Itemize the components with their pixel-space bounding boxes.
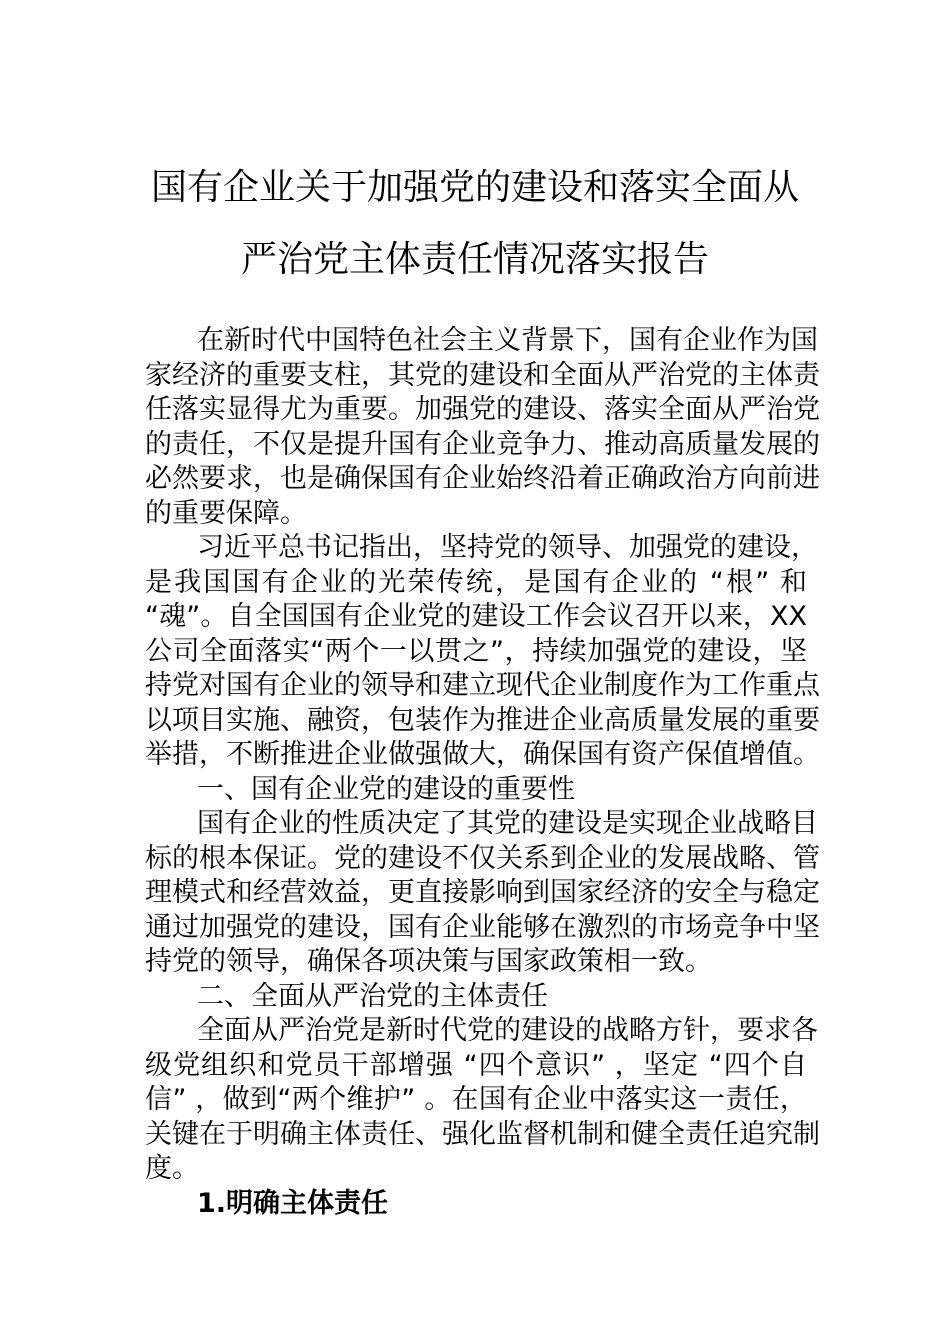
document-title-line-2: 严治党主体责任情况落实报告 — [240, 239, 709, 280]
body-line: 持党的领导，确保各项决策与国家政策相一致。 — [145, 946, 712, 977]
document-body — [145, 324, 820, 1221]
body-line: 在新时代中国特色社会主义背景下，国有企业作为国 — [197, 325, 818, 356]
body-line: 习近平总书记指出，坚持党的领导、加强党的建设， — [197, 532, 818, 563]
body-line: 理模式和经营效益，更直接影响到国家经济的安全与稳定 — [145, 877, 820, 908]
section-heading: 二、全面从严治党的主体责任 — [197, 980, 548, 1012]
body-line: “魂”。自全国国有企业党的建设工作会议召开以来，XX — [145, 601, 807, 632]
body-line: 的责任，不仅是提升国有企业竞争力、推动高质量发展的 — [145, 428, 820, 460]
body-line: 任落实显得尤为重要。加强党的建设、落实全面从严治党 — [145, 394, 820, 425]
body-line: 的重要保障。 — [145, 497, 307, 529]
body-line: 持党对国有企业的领导和建立现代企业制度作为工作重点 — [145, 670, 820, 701]
body-line: 必然要求，也是确保国有企业始终沿着正确政治方向前进 — [145, 463, 820, 494]
body-line: 以项目实施、融资，包装作为推进企业高质量发展的重要 — [145, 704, 820, 736]
body-line: 关键在于明确主体责任、强化监督机制和健全责任追究制 — [145, 1118, 820, 1150]
body-line: 国有企业的性质决定了其党的建设是实现企业战略目 — [197, 808, 818, 839]
section-heading: 一、国有企业党的建设的重要性 — [197, 773, 575, 805]
subsection-heading: 1.明确主体责任 — [197, 1187, 389, 1219]
body-line: 级党组织和党员干部增强 “四个意识” ，坚定 “四个自 — [145, 1049, 807, 1081]
body-line: 全面从严治党是新时代党的建设的战略方针，要求各 — [197, 1015, 818, 1046]
body-line: 公司全面落实“两个一以贯之”，持续加强党的建设，坚 — [145, 635, 807, 667]
body-line: 是我国国有企业的光荣传统，是国有企业的 “根” 和 — [145, 566, 807, 598]
body-line: 通过加强党的建设，国有企业能够在激烈的市场竞争中坚 — [145, 911, 820, 943]
body-line: 信” ，做到“两个维护” 。在国有企业中落实这一责任， — [145, 1084, 807, 1115]
document-title-line-1: 国有企业关于加强党的建设和落实全面从 — [150, 167, 799, 208]
body-line: 家经济的重要支柱，其党的建设和全面从严治党的主体责 — [145, 359, 820, 391]
body-line: 标的根本保证。党的建设不仅关系到企业的发展战略、管 — [145, 842, 820, 874]
body-line: 举措，不断推进企业做强做大，确保国有资产保值增值。 — [145, 739, 820, 770]
body-line: 度。 — [145, 1153, 199, 1184]
